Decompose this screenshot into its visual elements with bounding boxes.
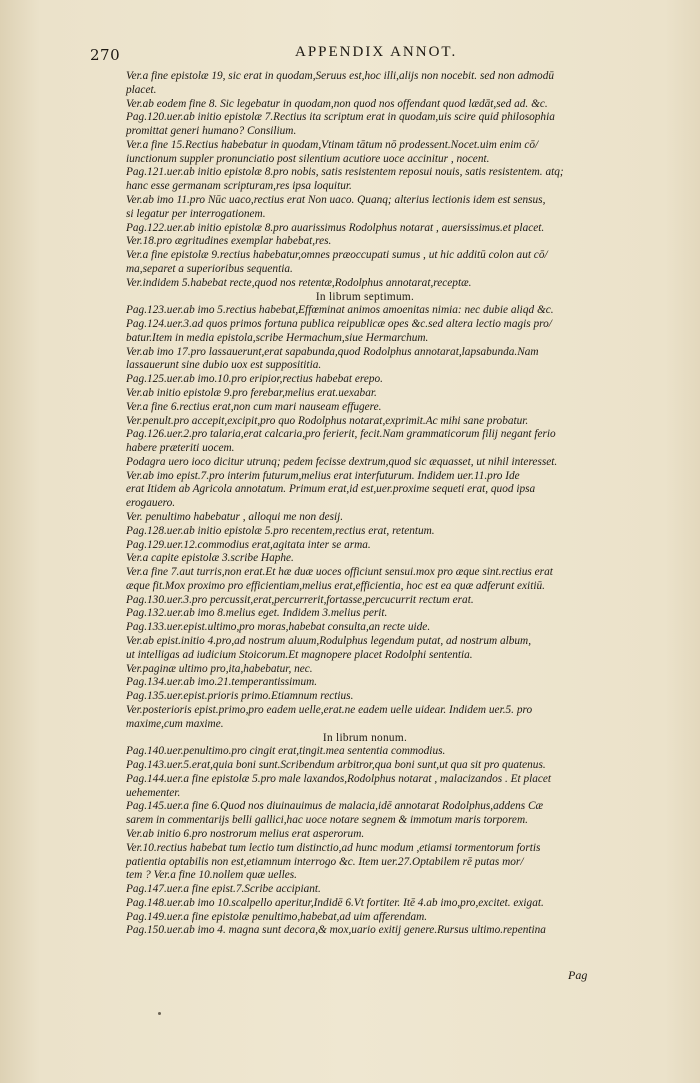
- text-line: ut intelligas ad iudicium Stoicorum.Et magnopere placet Rodolphi sententia.: [126, 648, 473, 661]
- text-line: sarem in commentarijs belli gallici,hac uoce notare segnem & immotum maris torporem.: [126, 814, 528, 827]
- text-line: Pag.123.uer.ab imo 5.rectius habebat,Effœminat animos amoenitas nimia: nec dubie aliqd &c.: [126, 304, 554, 317]
- text-line: Ver.ab eodem fine 8. Sic legebatur in quodam,non quod nos offendant quod lædāt,sed ad. &c.: [126, 97, 548, 110]
- annotation-entry: [126, 690, 604, 704]
- text-line: Pag.133.uer.epist.ultimo,pro moras,habebat consulta,an recte uide.: [126, 621, 431, 634]
- annotation-entry: [126, 235, 604, 249]
- text-line: In librum nonum.: [322, 731, 408, 744]
- text-line: Ver.a fine epistolæ 9.rectius habebatur,omnes præoccupati sumus , ut hic additū colon aut cō/: [126, 249, 548, 262]
- text-line: Ver.indidem 5.habebat recte,quod nos retentæ,Rodolphus annotarat,receptæ.: [126, 276, 472, 289]
- text-line: Ver.ab initio 6.pro nostrorum melius erat asperorum.: [126, 827, 365, 840]
- annotation-entry: [126, 139, 604, 167]
- text-line: erogauero.: [126, 497, 176, 510]
- annotation-entry: [126, 222, 604, 236]
- text-line: Ver.a fine 15.Rectius habebatur in quodam,Vtinam tātum nō prodessent.Nocet.uim enim cō/: [126, 138, 539, 151]
- text-line: ma,separet a superioribus sequentia.: [126, 262, 293, 275]
- text-line: Pag.148.uer.ab imo 10.scalpello aperitur,Indidē 6.Vt fortiter. Itē 4.ab imo,pro,excitet. exigat.: [126, 896, 544, 909]
- page-header: [90, 44, 610, 68]
- text-line: Pag.145.uer.a fine 6.Quod nos diuinauimus de malacia,idē annotarat Rodolphus,addens Cæ: [126, 800, 544, 813]
- annotation-entry: [126, 194, 604, 222]
- annotation-entry: [126, 539, 604, 553]
- text-line: Ver.a fine 6.rectius erat,non cum mari nauseam effugere.: [126, 400, 382, 413]
- annotation-entry: [126, 911, 604, 925]
- text-line: Ver.ab imo 11.pro Nūc uaco,rectius erat Non uaco. Quanq; alterius lectionis idem est sensus,: [126, 194, 546, 207]
- annotation-entry: [126, 470, 604, 511]
- annotation-entry: [126, 552, 604, 566]
- text-line: Ver.a fine epistolæ 19, sic erat in quodam,Seruus est,hoc illi,alijs non nocebit. sed non admodū: [126, 70, 554, 82]
- annotation-entry: [126, 663, 604, 677]
- text-line: lassauerunt sine dubio uox est supposititia.: [126, 359, 322, 372]
- text-line: maxime,cum maxime.: [126, 717, 224, 730]
- text-line: In librum septimum.: [315, 290, 415, 303]
- annotation-entry: [126, 607, 604, 621]
- annotation-entry: [126, 924, 604, 938]
- annotation-entry: [126, 428, 604, 456]
- text-line: Podagra uero ioco dicitur utrunq; pedem fecisse dextrum,quod sic æquasset, ut nihil interesset.: [126, 455, 558, 468]
- text-line: Ver.ab imo 17.pro lassauerunt,erat sapabunda,quod Rodolphus annotarat,lapsabunda.Nam: [126, 345, 539, 358]
- annotation-entry: [126, 387, 604, 401]
- text-line: Ver.ab epist.initio 4.pro,ad nostrum aluum,Rodulphus legendum putat, ad nostrum album,: [126, 635, 532, 648]
- annotation-entry: [126, 70, 604, 98]
- annotation-entry: [126, 111, 604, 139]
- text-line: Ver.18.pro ægritudines exemplar habebat,res.: [126, 235, 332, 248]
- annotation-entry: [126, 166, 604, 194]
- text-line: Ver.penult.pro accepit,excipit,pro quo Rodolphus notarat,exprimit.Ac mihi sane probatur.: [126, 414, 529, 427]
- annotation-entry: [126, 456, 604, 470]
- text-line: patientia optabilis non est,etiamnum interrogo &c. Item uer.27.Optabilem rē putas mor/: [126, 855, 524, 868]
- annotation-entry: [126, 883, 604, 897]
- annotation-entry: [126, 594, 604, 608]
- text-line: tem ? Ver.a fine 10.nollem quæ uelles.: [126, 869, 297, 882]
- text-line: Pag.140.uer.penultimo.pro cingit erat,tingit.mea sententia commodius.: [126, 745, 446, 758]
- annotation-entry: [126, 621, 604, 635]
- annotation-entry: [126, 745, 604, 759]
- text-line: Pag.132.uer.ab imo 8.melius eget. Indidem 3.melius perit.: [126, 607, 388, 620]
- text-line: habere præteriti uocem.: [126, 442, 235, 455]
- text-line: Pag.130.uer.3.pro percussit,erat,percurrerit,fortasse,percucurrit rectum erat.: [126, 593, 474, 606]
- text-line: Ver.posterioris epist.primo,pro eadem uelle,erat.ne eadem uelle uidear. Indidem uer.5. pro: [126, 703, 533, 716]
- annotation-entry: [126, 525, 604, 539]
- section-heading: [126, 732, 604, 746]
- text-line: Pag.149.uer.a fine epistolæ penultimo,habebat,ad uim afferendam.: [126, 910, 428, 923]
- text-line: Ver.paginæ ultimo pro,ita,habebatur, nec.: [126, 662, 313, 675]
- annotation-entry: [126, 773, 604, 801]
- text-line: Pag.144.uer.a fine epistolæ 5.pro male laxandos,Rodolphus notarat , malacizandos . Et placet: [126, 772, 552, 785]
- annotation-entry: [126, 346, 604, 374]
- text-line: Ver.10.rectius habebat tum lectio tum distinctio,ad hunc modum ,etiamsi tormentorum fortis: [126, 841, 541, 854]
- annotation-entry: [126, 704, 604, 732]
- text-line: iunctionum suppler pronunciatio post silentium acutiore uoce accinitur , nocent.: [126, 152, 490, 165]
- text-line: Pag.120.uer.ab initio epistolæ 7.Rectius ita scriptum erat in quodam,uis scire quid philosophia: [126, 111, 555, 124]
- text-line: Ver.a fine 7.aut turris,non erat.Et hæ duæ uoces officiunt sensui.mox pro æque sint.rectius erat: [126, 566, 553, 579]
- annotation-entry: [126, 401, 604, 415]
- section-heading: [126, 291, 604, 305]
- text-line: si legatur per interrogationem.: [126, 207, 266, 220]
- text-line: æque fit.Mox proximo pro efficientiam,melius erat,efficientia, hoc est ea quæ adferunt exitiū.: [126, 579, 545, 592]
- text-line: Pag.121.uer.ab initio epistolæ 8.pro nobis, satis resistentem reposui nouis, satis resistentem. atq;: [126, 166, 564, 179]
- text-line: Pag.147.uer.a fine epist.7.Scribe accipiant.: [126, 883, 321, 896]
- text-line: hanc esse germanam scripturam,res ipsa loquitur.: [126, 180, 352, 193]
- annotation-entry: [126, 897, 604, 911]
- annotation-text-block: [126, 70, 604, 938]
- text-line: Pag.126.uer.2.pro talaria,erat calcaria,pro ferierit, fecit.Nam grammaticorum filij negant ferio: [126, 428, 556, 441]
- text-line: batur.Item in media epistola,scribe Hermachum,siue Hermarchum.: [126, 331, 429, 344]
- text-line: uehementer.: [126, 786, 181, 799]
- annotation-entry: [126, 842, 604, 883]
- text-line: placet.: [126, 83, 157, 96]
- running-head: APPENDIX ANNOT.: [295, 44, 458, 60]
- page-number: 270: [90, 46, 121, 64]
- text-line: Ver.a capite epistolæ 3.scribe Haphe.: [126, 552, 294, 565]
- text-line: Ver.ab initio epistolæ 9.pro ferebar,melius erat.uexabar.: [126, 386, 377, 399]
- annotation-entry: [126, 304, 604, 318]
- text-line: Pag.122.uer.ab initio epistolæ 8.pro auarissimus Rodolphus notarat , auersissimus.et placet.: [126, 221, 545, 234]
- text-line: Pag.128.uer.ab initio epistolæ 5.pro recentem,rectius erat, retentum.: [126, 524, 435, 537]
- text-line: Pag.135.uer.epist.prioris primo.Etiamnum rectius.: [126, 690, 354, 703]
- annotation-entry: [126, 249, 604, 277]
- text-line: Pag.134.uer.ab imo.21.temperantissimum.: [126, 676, 318, 689]
- text-line: promittat generi humano? Consilium.: [126, 125, 297, 138]
- annotation-entry: [126, 415, 604, 429]
- text-line: Ver. penultimo habebatur , alloqui me non desij.: [126, 511, 344, 523]
- text-line: Pag.150.uer.ab imo 4. magna sunt decora,& mox,uario exitij genere.Rursus ultimo.repentina: [126, 924, 546, 937]
- annotation-entry: [126, 676, 604, 690]
- annotation-entry: [126, 373, 604, 387]
- text-line: erat Itidem ab Agricola annotatum. Primum erat,id est,uer.proxime sequeti erat, quod ipsa: [126, 483, 536, 496]
- annotation-entry: [126, 98, 604, 112]
- annotation-entry: [126, 318, 604, 346]
- ink-speck: [158, 1012, 161, 1015]
- text-line: Pag.124.uer.3.ad quos primos fortuna publica reipublicæ opes &c.sed altera lectio magis pro/: [126, 318, 552, 331]
- text-line: Pag.125.uer.ab imo.10.pro eripior,rectius habebat erepo.: [126, 373, 383, 386]
- annotation-entry: [126, 566, 604, 594]
- text-line: Pag.143.uer.5.erat,quia boni sunt.Scribendum arbitror,qua boni sunt,ut qua sit pro quatenus.: [126, 759, 546, 772]
- annotation-entry: [126, 511, 604, 525]
- annotation-entry: [126, 800, 604, 828]
- annotation-entry: [126, 828, 604, 842]
- catchword: Pag: [568, 968, 588, 982]
- text-line: Ver.ab imo epist.7.pro interim futurum,melius erat interfuturum. Indidem uer.11.pro Ide: [126, 469, 520, 482]
- annotation-entry: [126, 759, 604, 773]
- annotation-entry: [126, 635, 604, 663]
- text-line: Pag.129.uer.12.commodius erat,agitata inter se arma.: [126, 538, 371, 551]
- annotation-entry: [126, 277, 604, 291]
